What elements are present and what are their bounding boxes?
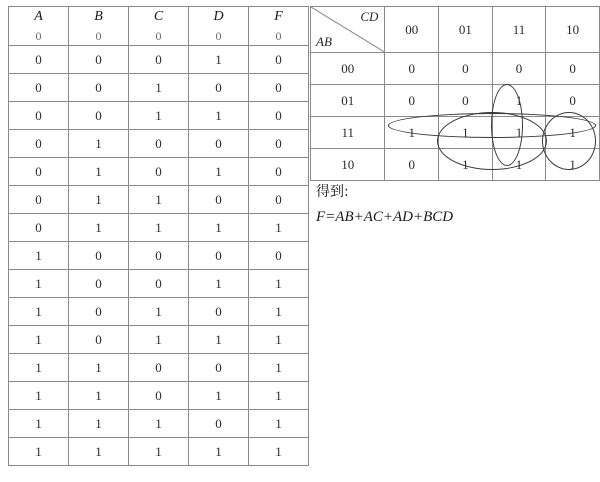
kmap-col-header: 10 xyxy=(546,7,600,53)
kmap-row-header: 01 xyxy=(311,85,385,117)
truth-table-row xyxy=(9,130,309,158)
truth-table-cell: 1 xyxy=(189,46,249,74)
truth-table-cell: 0 xyxy=(9,102,69,130)
truth-table-cell: 0 xyxy=(9,214,69,242)
truth-table-cell: 0 xyxy=(129,130,189,158)
truth-table-cell: 0 xyxy=(249,46,309,74)
truth-table-cell: 1 xyxy=(129,438,189,466)
truth-table-row xyxy=(9,102,309,130)
truth-table-cell: 1 xyxy=(69,158,129,186)
truth-table-cell: 1 xyxy=(129,102,189,130)
truth-table-cell: 0 xyxy=(129,382,189,410)
kmap-corner-col-label: CD xyxy=(360,9,379,24)
truth-table-cell: 0 xyxy=(69,270,129,298)
truth-table-cell: 0 xyxy=(9,46,69,74)
truth-table-cell: 1 xyxy=(69,438,129,466)
truth-table-cell: 1 xyxy=(129,186,189,214)
truth-table-cell: 1 xyxy=(249,382,309,410)
truth-table-cell: 1 xyxy=(9,354,69,382)
kmap-col-header: 00 xyxy=(385,7,439,53)
truth-table-cell: 1 xyxy=(249,438,309,466)
kmap-cell: 0 xyxy=(546,53,600,85)
truth-table-row xyxy=(9,74,309,102)
truth-table-cell: 1 xyxy=(9,410,69,438)
truth-table-cell: 1 xyxy=(249,354,309,382)
kmap-row xyxy=(311,149,600,181)
truth-table-cell: 0 xyxy=(129,27,189,46)
truth-table-cell: 1 xyxy=(9,326,69,354)
truth-table-cell: 0 xyxy=(249,130,309,158)
karnaugh-map-body xyxy=(311,7,600,181)
kmap-cell: 0 xyxy=(492,53,546,85)
conclusion-line-2: F=AB+AC+AD+BCD xyxy=(316,208,454,225)
truth-table-cell: 1 xyxy=(129,74,189,102)
truth-table-header-row xyxy=(9,7,309,28)
truth-table-row xyxy=(9,214,309,242)
kmap-cell: 0 xyxy=(439,85,493,117)
kmap-cell: 0 xyxy=(385,53,439,85)
truth-table-cell: 0 xyxy=(249,158,309,186)
kmap-cell: 1 xyxy=(439,149,493,181)
kmap-cell: 0 xyxy=(385,149,439,181)
truth-table-cell: 1 xyxy=(189,214,249,242)
kmap-col-header: 01 xyxy=(439,7,493,53)
truth-table-cell: 1 xyxy=(129,214,189,242)
truth-table-cell: 1 xyxy=(129,410,189,438)
truth-table-header-b: B xyxy=(69,7,129,28)
truth-table-cell: 0 xyxy=(249,74,309,102)
truth-table-row xyxy=(9,410,309,438)
truth-table-row xyxy=(9,186,309,214)
truth-table-body xyxy=(9,7,309,466)
kmap-corner-row-label: AB xyxy=(316,34,332,49)
truth-table-cell: 1 xyxy=(9,438,69,466)
truth-table-row xyxy=(9,354,309,382)
truth-table-cell: 0 xyxy=(9,158,69,186)
kmap-cell: 1 xyxy=(546,149,600,181)
truth-table-cell: 0 xyxy=(249,102,309,130)
truth-table-row xyxy=(9,382,309,410)
truth-table-cell: 0 xyxy=(9,186,69,214)
truth-table-cell: 1 xyxy=(249,410,309,438)
kmap-cell: 1 xyxy=(439,117,493,149)
truth-table-cell: 0 xyxy=(129,270,189,298)
conclusion-line-1: 得到: xyxy=(316,184,349,200)
truth-table-cell: 0 xyxy=(129,242,189,270)
truth-table-header-d: D xyxy=(189,7,249,28)
truth-table-cell: 1 xyxy=(189,438,249,466)
truth-table-cell: 0 xyxy=(189,186,249,214)
truth-table-cell: 0 xyxy=(249,186,309,214)
kmap-row xyxy=(311,53,600,85)
truth-table-cell: 0 xyxy=(189,410,249,438)
kmap-cell: 1 xyxy=(492,149,546,181)
truth-table-row xyxy=(9,242,309,270)
truth-table-cell: 0 xyxy=(69,102,129,130)
truth-table-cell: 1 xyxy=(189,158,249,186)
karnaugh-map xyxy=(310,6,600,181)
kmap-corner-inner xyxy=(311,7,384,52)
truth-table-cell: 0 xyxy=(189,74,249,102)
truth-table-cell: 0 xyxy=(249,242,309,270)
truth-table-cell: 0 xyxy=(249,27,309,46)
truth-table-cell: 1 xyxy=(69,354,129,382)
truth-table-cell: 1 xyxy=(69,214,129,242)
truth-table-cell: 1 xyxy=(189,326,249,354)
truth-table-cell: 1 xyxy=(69,382,129,410)
conclusion-text xyxy=(316,182,453,229)
truth-table-cell: 0 xyxy=(69,27,129,46)
truth-table-cell: 0 xyxy=(69,326,129,354)
truth-table-header-a: A xyxy=(9,7,69,28)
truth-table-cell: 1 xyxy=(249,270,309,298)
truth-table-cell: 1 xyxy=(9,242,69,270)
kmap-col-header: 11 xyxy=(492,7,546,53)
truth-table-cell: 0 xyxy=(189,242,249,270)
truth-table-cell: 0 xyxy=(69,242,129,270)
truth-table-cell: 0 xyxy=(69,74,129,102)
truth-table-cell: 1 xyxy=(69,130,129,158)
truth-table-cell: 0 xyxy=(129,354,189,382)
kmap-corner-cell xyxy=(311,7,385,53)
truth-table-cell: 1 xyxy=(249,214,309,242)
truth-table-cell: 0 xyxy=(189,298,249,326)
truth-table-row xyxy=(9,298,309,326)
truth-table-cell: 0 xyxy=(189,130,249,158)
truth-table-row xyxy=(9,438,309,466)
truth-table-header-f: F xyxy=(249,7,309,28)
truth-table-cell: 0 xyxy=(9,74,69,102)
truth-table-row xyxy=(9,270,309,298)
truth-table-cell: 1 xyxy=(9,298,69,326)
kmap-row-header: 10 xyxy=(311,149,385,181)
kmap-header-row xyxy=(311,7,600,53)
truth-table-cell: 0 xyxy=(189,354,249,382)
truth-table-cell: 1 xyxy=(189,382,249,410)
truth-table-row xyxy=(9,326,309,354)
truth-table-cell: 1 xyxy=(9,382,69,410)
truth-table-cell: 1 xyxy=(189,102,249,130)
truth-table-cell: 1 xyxy=(9,270,69,298)
kmap-cell: 1 xyxy=(492,85,546,117)
kmap-row xyxy=(311,117,600,149)
kmap-cell: 0 xyxy=(385,85,439,117)
kmap-row-header: 00 xyxy=(311,53,385,85)
kmap-cell: 1 xyxy=(492,117,546,149)
truth-table-cell: 0 xyxy=(9,27,69,46)
truth-table-cell: 1 xyxy=(129,298,189,326)
truth-table-row xyxy=(9,27,309,46)
truth-table-cell: 1 xyxy=(69,186,129,214)
truth-table-header-c: C xyxy=(129,7,189,28)
truth-table-cell: 1 xyxy=(69,410,129,438)
truth-table-cell: 0 xyxy=(9,130,69,158)
truth-table-cell: 0 xyxy=(129,46,189,74)
truth-table-cell: 0 xyxy=(69,46,129,74)
truth-table-row xyxy=(9,158,309,186)
kmap-row xyxy=(311,85,600,117)
truth-table-cell: 0 xyxy=(69,298,129,326)
truth-table-cell: 0 xyxy=(189,27,249,46)
truth-table-cell: 0 xyxy=(129,158,189,186)
kmap-cell: 0 xyxy=(439,53,493,85)
kmap-cell: 0 xyxy=(546,85,600,117)
truth-table-cell: 1 xyxy=(249,298,309,326)
kmap-row-header: 11 xyxy=(311,117,385,149)
kmap-cell: 1 xyxy=(385,117,439,149)
truth-table-cell: 1 xyxy=(189,270,249,298)
truth-table-row xyxy=(9,46,309,74)
truth-table xyxy=(8,6,309,466)
kmap-cell: 1 xyxy=(546,117,600,149)
truth-table-cell: 1 xyxy=(249,326,309,354)
truth-table-cell: 1 xyxy=(129,326,189,354)
